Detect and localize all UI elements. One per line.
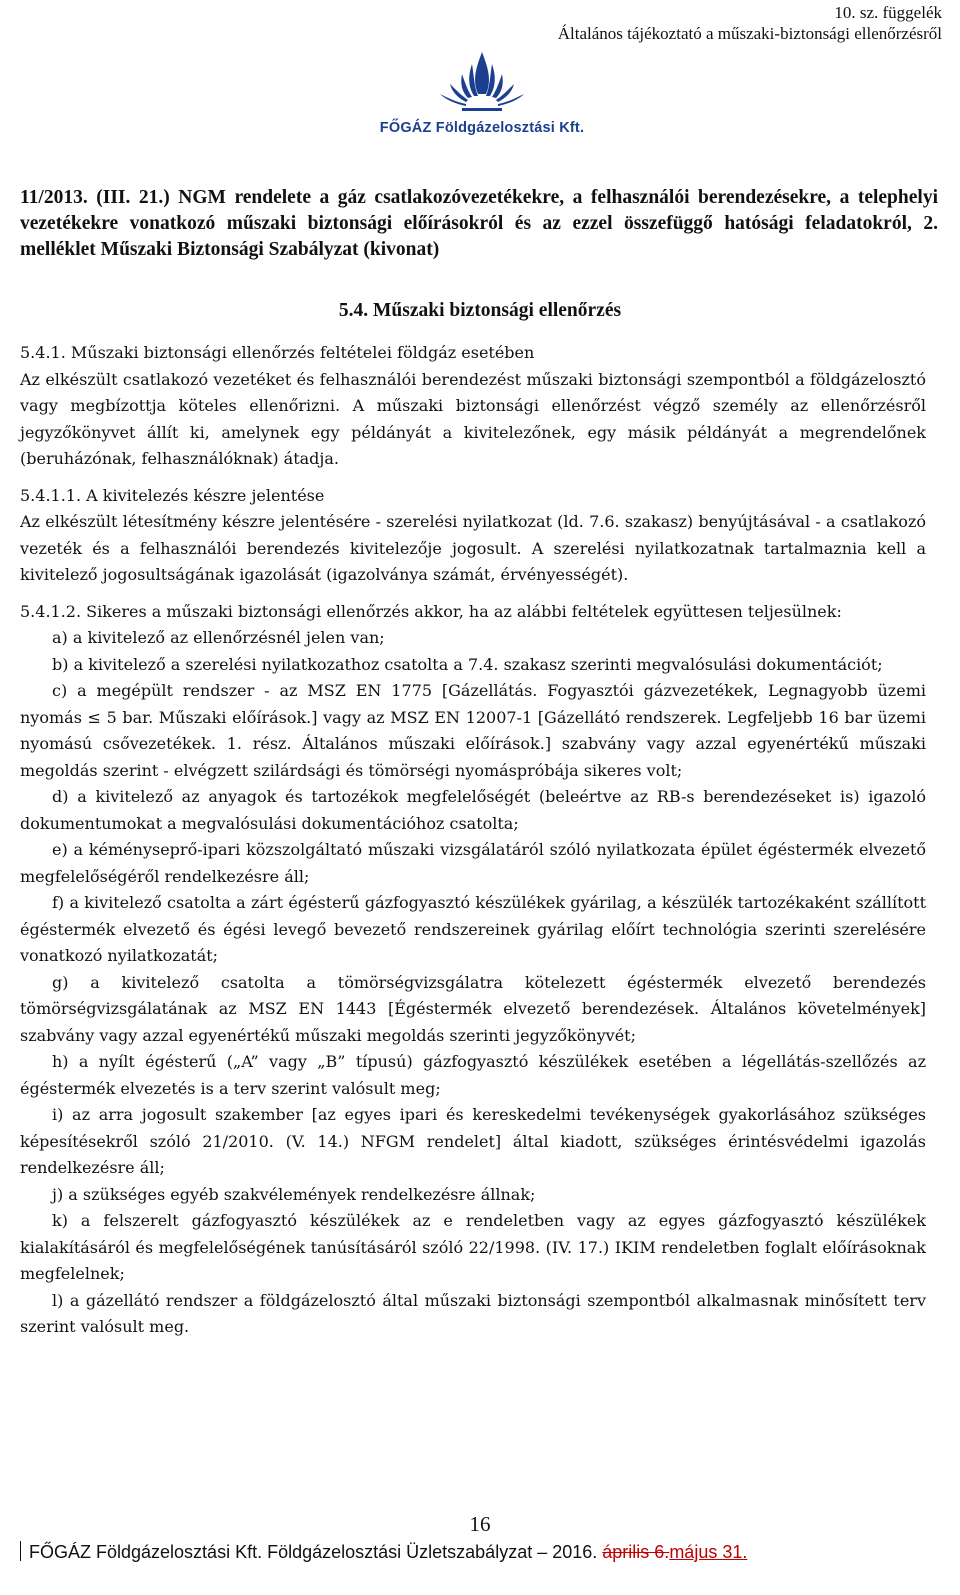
paragraph: Az elkészült csatlakozó vezetéket és felhasználói berendezést műszaki biztonsági szempontból a földgázelosztó vagy megbízottja köteles ellenőrizni. A műszaki biztonsági ellenőrzést végző személy az ellenőrzésről jegyzőkönyvet állít ki, amelynek egy példányát a kivitelezőnek, egy másik példányát a megrendelőnek (beruházónak, felhasználóknak) átadja.: [20, 369, 926, 468]
page-number: 16: [469, 1512, 491, 1536]
list-item: g) a kivitelező csatolta a tömörségvizsgálatra kötelezett égéstermék elvezető berendezés tömörségvizsgálatának az MSZ EN 1443 [Égéstermék elvezető berendezések. Általános követelmények] szabvány vagy azzal egyenértékű műszaki megoldás szerinti jegyzőkönyvét;: [20, 972, 926, 1045]
company-logo: [362, 50, 602, 142]
header-appendix-title: Általános tájékoztató a műszaki-biztonsági ellenőrzésről: [557, 24, 942, 43]
footer-text: FŐGÁZ Földgázelosztási Kft. Földgázelosztási Üzletszabályzat – 2016.: [29, 1542, 598, 1562]
subsection-heading: 5.4.1.1. A kivitelezés készre jelentése: [20, 485, 325, 505]
subsection-heading: 5.4.1. Műszaki biztonsági ellenőrzés feltételei földgáz esetében: [20, 343, 535, 362]
footer-deleted-date: április 6.: [602, 1542, 670, 1562]
footer-inserted-date: május 31.: [669, 1542, 748, 1562]
header-appendix-number: 10. sz. függelék: [834, 3, 942, 22]
paragraph: Az elkészült létesítmény készre jelentésére - szerelési nyilatkozat (ld. 7.6. szakasz) benyújtásával - a csatlakozó vezeték és a felhasználói berendezés kivitelezője jogosult. A szerelési nyilatkozatnak tartalmaznia kell a kivitelező jogosultságának igazolását (igazolványa számát, érvényességét).: [20, 512, 926, 584]
list-item: d) a kivitelező az anyagok és tartozékok megfelelőségét (beleértve az RB-s berendezéseket is) igazoló dokumentumokat a megvalósulási dokumentációhoz csatolta;: [20, 787, 926, 833]
list-item: l) a gázellátó rendszer a földgázelosztó által műszaki biztonsági szempontból alkalmasnak minősített terv szerint valósult meg.: [20, 1290, 926, 1336]
flame-icon: [422, 50, 542, 118]
paragraph: 5.4.1.2. Sikeres a műszaki biztonsági ellenőrzés akkor, ha az alábbi feltételek együttesen teljesülnek:: [20, 601, 842, 621]
list-item: h) a nyílt égésterű („A” vagy „B” típusú) gázfogyasztó készülékek esetében a légellátás-szellőzés az égéstermék elvezetés is a terv szerint valósult meg;: [20, 1052, 926, 1098]
list-item: j) a szükséges egyéb szakvélemények rendelkezésre állnak;: [52, 1184, 536, 1204]
list-item: a) a kivitelező az ellenőrzésnél jelen van;: [52, 628, 385, 647]
list-item: i) az arra jogosult szakember [az egyes ipari és kereskedelmi tevékenységek gyakorlásához szükséges képesítésekről szóló 21/2010. (V. 14.) NFGM rendelet] által kiadott, szükséges érintésvédelmi igazolás rendelkezésre áll;: [20, 1105, 926, 1177]
section-heading: 5.4. Műszaki biztonsági ellenőrzés: [338, 300, 622, 321]
change-bar: [20, 1541, 21, 1561]
document-title: 11/2013. (III. 21.) NGM rendelete a gáz csatlakozóvezetékekre, a felhasználói berendezésekre, a telephelyi vezetékekre vonatkozó műszaki biztonsági előírásokról és az ezzel összefüggő hatósági feladatokról, 2. melléklet Műszaki Biztonsági Szabályzat (kivonat): [20, 187, 938, 260]
list-item: e) a kéményseprő-ipari közszolgáltató műszaki vizsgálatáról szóló nyilatkozata épület égéstermék elvezető megfelelőségéről rendelkezésre áll;: [20, 840, 926, 886]
page-header: [558, 2, 942, 44]
page-footer: [20, 1541, 747, 1563]
list-item: f) a kivitelező csatolta a zárt égésterű gázfogyasztó készülékek gyárilag, a készülék tartozékaként szállított égéstermék elvezető és égési levegő bevezető rendszereinek gyárilag előírt technológia szerinti szerelésére vonatkozó nyilatkozatát;: [20, 893, 926, 965]
list-item: b) a kivitelező a szerelési nyilatkozathoz csatolta a 7.4. szakasz szerinti megvalósulási dokumentációt;: [52, 654, 883, 674]
logo-brand-text: FŐGÁZ Földgázelosztási Kft.: [379, 120, 585, 136]
list-item: k) a felszerelt gázfogyasztó készülékek az e rendeletben vagy az egyes gázfogyasztó készülékek kialakításáról és megfelelőségének tanúsításáról szóló 22/1998. (IV. 17.) IKIM rendeletben foglalt előírásoknak megfelelnek;: [20, 1211, 926, 1283]
body-text: [20, 340, 926, 1341]
list-item: c) a megépült rendszer - az MSZ EN 1775 [Gázellátás. Fogyasztói gázvezetékek, Legnagyobb üzemi nyomás ≤ 5 bar. Műszaki előírások.] vagy az MSZ EN 12007-1 [Gázellátó rendszerek. Legfeljebb 16 bar üzemi nyomású csővezetékek. 1. rész. Általános műszaki előírások.] szabvány vagy azzal egyenértékű műszaki megoldás szerint - elvégzett szilárdsági és tömörségi nyomáspróbája sikeres volt;: [20, 681, 926, 780]
